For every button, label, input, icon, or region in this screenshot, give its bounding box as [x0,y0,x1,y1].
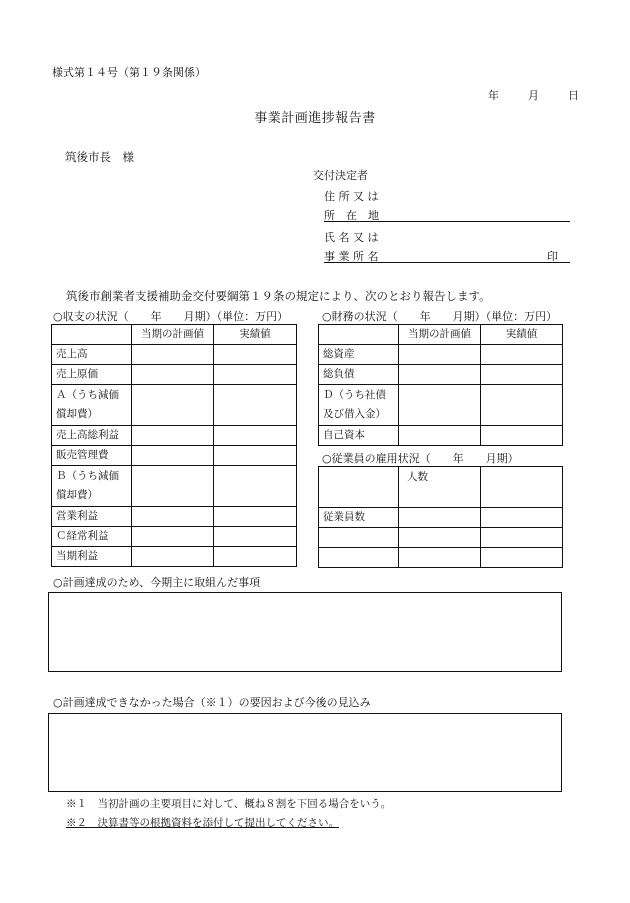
employment-blank-cell[interactable] [481,548,563,568]
table-row [319,365,563,385]
failure-heading: ○計画達成できなかった場合（※１）の要因および今後の見込み [53,696,371,709]
income-actual-cell[interactable] [214,547,297,567]
name-field[interactable]: 事 業 所 名 印 [324,248,570,263]
achievement-heading: ○計画達成のため、今期主に取組んだ事項 [53,576,261,589]
finance-actual-cell[interactable] [481,426,563,446]
finance-plan-cell[interactable] [399,385,481,426]
date-line [488,87,579,103]
finance-actual-cell[interactable] [481,385,563,426]
employment-col-empty [481,467,563,508]
address-field[interactable]: 所 在 地 [324,207,570,222]
employment-extra-cell[interactable] [481,508,563,528]
employment-blank-cell [319,528,399,548]
employment-col-blank [319,467,399,508]
employment-row-label: 従業員数 [319,508,399,528]
date-day: 日 [568,89,579,102]
income-plan-cell[interactable] [132,547,214,567]
finance-plan-cell[interactable] [399,345,481,365]
income-actual-cell[interactable] [214,426,297,446]
income-plan-cell[interactable] [132,507,214,527]
table-row [319,467,563,508]
income-table [51,324,297,567]
income-row-label: 売上高総利益 [52,426,132,446]
achievement-textbox[interactable] [48,592,562,672]
income-actual-cell[interactable] [214,385,297,426]
employment-table [318,466,563,568]
note-2: ※２ 決算書等の根拠資料を添付して提出してください。 [66,817,339,829]
form-number: 様式第１４号（第１９条関係） [52,66,206,79]
income-row-label: Ｂ（うち減価償却費） [52,466,132,507]
finance-row-label: 自己資本 [319,426,399,446]
income-actual-cell[interactable] [214,527,297,547]
finance-col-plan: 当期の計画値 [399,325,481,345]
income-heading: ○収支の状況（ 年 月期）（単位：万円） [53,310,289,323]
table-row [52,507,297,527]
address-label-1: 住 所 又 は [324,190,379,203]
employment-col-count: 人数 [399,467,481,508]
finance-actual-cell[interactable] [481,365,563,385]
employment-blank-cell[interactable] [481,528,563,548]
table-row [319,426,563,446]
table-row [52,466,297,507]
income-row-label: Ａ（うち減価償却費） [52,385,132,426]
finance-row-label: 総資産 [319,345,399,365]
employment-count-cell[interactable] [399,508,481,528]
seal-mark: 印 [547,250,558,263]
income-plan-cell[interactable] [132,527,214,547]
income-col-blank [52,325,132,345]
table-row [52,527,297,547]
employment-blank-cell[interactable] [399,548,481,568]
income-actual-cell[interactable] [214,365,297,385]
income-actual-cell[interactable] [214,466,297,507]
income-actual-cell[interactable] [214,507,297,527]
finance-row-label: Ｄ（うち社債及び借入金） [319,385,399,426]
income-plan-cell[interactable] [132,385,214,426]
employment-blank-cell [319,548,399,568]
income-row-label: 売上原価 [52,365,132,385]
addressee: 筑後市長 様 [65,150,134,164]
income-plan-cell[interactable] [132,365,214,385]
finance-plan-cell[interactable] [399,426,481,446]
finance-col-actual: 実績値 [481,325,563,345]
finance-table [318,324,563,446]
employment-heading: ○従業員の雇用状況（ 年 月期） [322,452,519,465]
name-label-1: 氏 名 又 は [324,231,379,244]
table-row [52,345,297,365]
table-row [319,528,563,548]
table-row [52,426,297,446]
income-actual-cell[interactable] [214,446,297,466]
income-plan-cell[interactable] [132,466,214,507]
income-row-label: 営業利益 [52,507,132,527]
income-plan-cell[interactable] [132,446,214,466]
document-title: 事業計画進捗報告書 [254,111,376,126]
income-col-actual: 実績値 [214,325,297,345]
income-actual-cell[interactable] [214,345,297,365]
date-year: 年 [488,89,499,102]
table-row [319,325,563,345]
income-col-plan: 当期の計画値 [132,325,214,345]
finance-plan-cell[interactable] [399,365,481,385]
table-row [52,385,297,426]
applicant-heading: 交付決定者 [313,169,368,182]
date-month: 月 [528,89,539,102]
table-row [319,508,563,528]
finance-col-blank [319,325,399,345]
table-row [52,325,297,345]
finance-row-label: 総負債 [319,365,399,385]
failure-textbox[interactable] [48,713,562,792]
table-row [319,548,563,568]
employment-blank-cell[interactable] [399,528,481,548]
table-row [52,547,297,567]
finance-actual-cell[interactable] [481,345,563,365]
income-plan-cell[interactable] [132,426,214,446]
table-row [52,365,297,385]
lead-text: 筑後市創業者支援補助金交付要綱第１９条の規定により、次のとおり報告します。 [66,289,491,303]
income-plan-cell[interactable] [132,345,214,365]
table-row [319,345,563,365]
finance-heading: ○財務の状況（ 年 月期）（単位：万円） [322,310,558,323]
income-row-label: Ｃ経常利益 [52,527,132,547]
income-row-label: 販売管理費 [52,446,132,466]
table-row [319,385,563,426]
note-1: ※１ 当初計画の主要項目に対して、概ね８割を下回る場合をいう。 [66,798,392,810]
table-row [52,446,297,466]
income-row-label: 当期利益 [52,547,132,567]
income-row-label: 売上高 [52,345,132,365]
